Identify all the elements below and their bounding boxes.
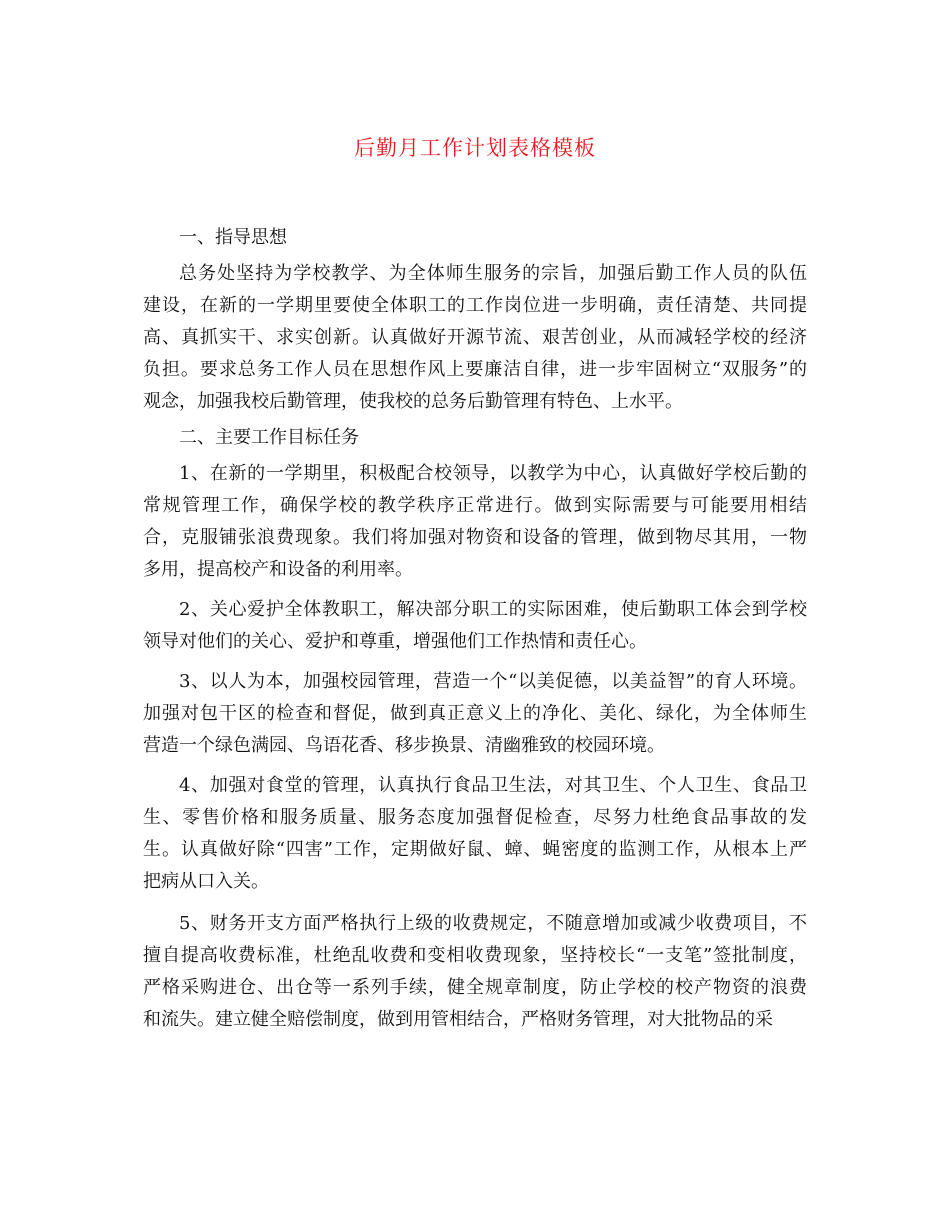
text-line: 加强对包干区的检查和督促，做到真正意义上的净化、美化、绿化，为全体师生 bbox=[143, 703, 807, 724]
text-line: 二、主要工作目标任务 bbox=[179, 427, 359, 448]
text-line: 总务处坚持为学校教学、为全体师生服务的宗旨，加强后勤工作人员的队伍 bbox=[179, 263, 807, 284]
paragraph bbox=[143, 908, 807, 1036]
text-line: 营造一个绿色满园、鸟语花香、移步换景、清幽雅致的校园环境。 bbox=[143, 735, 665, 756]
text-line: 和流失。建立健全赔偿制度，做到用管相结合，严格财务管理，对大批物品的采 bbox=[143, 1009, 773, 1030]
text-line: 3、以人为本，加强校园管理，营造一个“以美促德，以美益智”的育人环境。 bbox=[179, 671, 807, 692]
document-title: 后勤月工作计划表格模板 bbox=[354, 136, 596, 160]
section-heading bbox=[143, 422, 807, 454]
text-line: 观念，加强我校后勤管理，使我校的总务后勤管理有特色、上水平。 bbox=[143, 391, 683, 412]
section-heading bbox=[143, 222, 807, 254]
text-line: 生。认真做好除“四害”工作，定期做好鼠、蟑、蝇密度的监测工作，从根本上严 bbox=[143, 839, 807, 860]
text-line: 一、指导思想 bbox=[179, 227, 287, 248]
text-line: 领导对他们的关心、爱护和尊重，增强他们工作热情和责任心。 bbox=[143, 631, 647, 652]
text-line: 常规管理工作，确保学校的教学秩序正常进行。做到实际需要与可能要用相结 bbox=[143, 495, 807, 516]
text-line: 5、财务开支方面严格执行上级的收费规定，不随意增加或减少收费项目，不 bbox=[179, 913, 807, 934]
text-line: 建设，在新的一学期里要使全体职工的工作岗位进一步明确，责任清楚、共同提 bbox=[143, 295, 807, 316]
text-line: 生、零售价格和服务质量、服务态度加强督促检查，尽努力杜绝食品事故的发 bbox=[143, 807, 807, 828]
paragraph bbox=[143, 770, 807, 898]
text-line: 合，克服铺张浪费现象。我们将加强对物资和设备的管理，做到物尽其用，一物 bbox=[143, 527, 807, 548]
text-line: 严格采购进仓、出仓等一系列手续，健全规章制度，防止学校的校产物资的浪费 bbox=[143, 977, 807, 998]
text-line: 高、真抓实干、求实创新。认真做好开源节流、艰苦创业，从而减轻学校的经济 bbox=[143, 327, 807, 348]
text-line: 2、关心爱护全体教职工，解决部分职工的实际困难，使后勤职工体会到学校 bbox=[179, 599, 807, 620]
paragraph bbox=[143, 666, 807, 762]
text-line: 4、加强对食堂的管理，认真执行食品卫生法，对其卫生、个人卫生、食品卫 bbox=[179, 775, 807, 796]
document-body bbox=[143, 222, 807, 1036]
text-line: 多用，提高校产和设备的利用率。 bbox=[143, 559, 413, 580]
text-line: 擅自提高收费标准，杜绝乱收费和变相收费现象，坚持校长“一支笔”签批制度， bbox=[143, 945, 807, 966]
paragraph bbox=[143, 594, 807, 658]
paragraph bbox=[143, 458, 807, 586]
text-line: 负担。要求总务工作人员在思想作风上要廉洁自律，进一步牢固树立“双服务”的 bbox=[143, 359, 807, 380]
text-line: 1、在新的一学期里，积极配合校领导，以教学为中心，认真做好学校后勤的 bbox=[179, 463, 807, 484]
paragraph bbox=[143, 258, 807, 418]
text-line: 把病从口入关。 bbox=[143, 871, 269, 892]
